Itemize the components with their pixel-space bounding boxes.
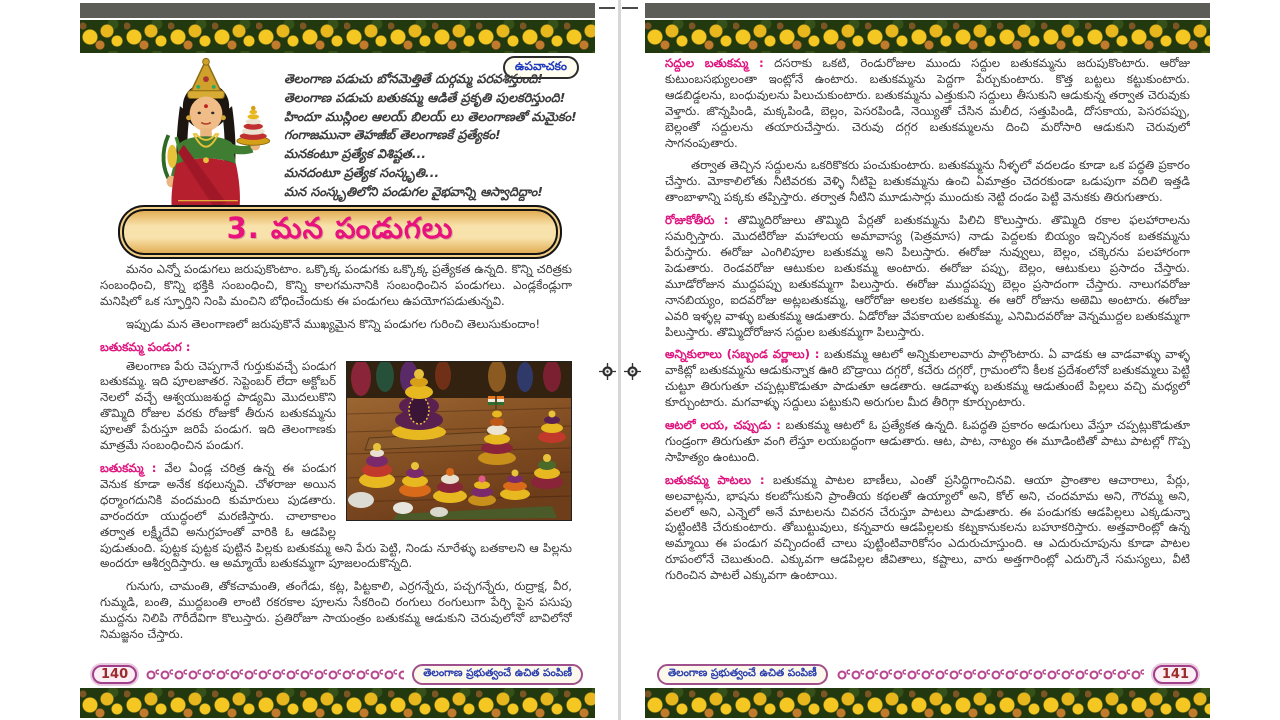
upavachakam-badge: ఉపవాచకం <box>503 56 579 79</box>
marigold-border-top <box>645 20 1210 53</box>
top-gray-bar <box>645 3 1210 20</box>
verse-line: తెలంగాణ పడుచు బతుకమ్మ ఆడితే ప్రకృతి పులకరిస్తుంది! <box>284 89 566 105</box>
verse-line: తెలంగాణ పడుచు బోనమెత్తితే దుర్గమ్మ పరవశిస్తుంది! <box>284 71 544 86</box>
right-page-body <box>665 56 1190 658</box>
opening-verses <box>284 70 580 204</box>
paragraph-text: దసరాకు ఒకటి, రెండురోజుల ముందు సద్దుల బతుకమ్మను జరుపుకొంటారు. ఆరోజు కుటుంబసభ్యులంతా ఇంట్లోనే ఉంటారు. బతుకమ్మను పెద్దగా పేర్చుకుంటారు. కొత్త బట్టలు కట్టుకుంటారు. ఆడబిడ్డలను, బంధువులను పిలుచుకుంటారు. బతుకమ్మను ఎత్తుకుని సద్దులు తీసుకుని ఆడుకున్న తర్వాత చెరువుకు వెళ్తారు. జొన్నపిండి, మక్కపిండి, బెల్లం, పెసరపిండి, నెయ్యితో చేసిన మలీద, సత్తుపిండి, దోసకాయ, పెసరపప్పు, బెల్లంతో సద్దులను తయారుచేస్తారు. చెరువు దగ్గర బతుకమ్మలను దించి మరోసారి ఆడుకుని చెరువులో సాగనంపుతారు. <box>665 56 1190 150</box>
inline-heading: అన్నికులాలు (సబ్బండ వర్ణాలు) : <box>665 347 820 362</box>
right-page-footer <box>657 663 1198 685</box>
textbook-page-right <box>645 0 1210 720</box>
verse-line: మనకంటూ ప్రత్యేక విశిష్టత... <box>284 146 427 162</box>
body-paragraph <box>665 347 1190 411</box>
verse-line: హిందూ ముస్లింల ఆలయ్ బిలయ్ లు తెలంగాణతో మమైకం! <box>284 108 577 124</box>
intro-paragraph: ఇప్పుడు మన తెలంగాణలో జరుపుకొనే ముఖ్యమైన కొన్ని పండుగల గురించి తెలుసుకుందాం! <box>126 316 541 331</box>
paragraph-text: వేల ఏండ్ల చరిత్ర ఉన్న ఈ పండుగ వెనుక కూడా అనేక కథలున్నవి. చోళరాజు అయిన ధర్మాంగదునికి వందమంది కుమారులు పుడతారు. వారందరూ యుద్ధంలో మరణిస్తారు. చాలాకాలం తర్వాత లక్ష్మీదేవి అనుగ్రహంతో వారికి ఓ ఆడపిల్ల పుడుతుంది. పుట్టక పుట్టక పుట్టిన పిల్లకు బతుకమ్మ అని పేరు పెట్టి, నిండు నూరేళ్ళు బతకాలని ఆ పిల్లను అందరూ ఆశీర్వదిస్తారు. ఆ అమ్మాయే బతుకమ్మగా పూజలందుకొన్నది. <box>100 460 572 571</box>
bathukamma-festival-photo <box>346 361 572 521</box>
bathukamma-photo-graphic <box>347 362 571 520</box>
left-page-body <box>100 262 572 658</box>
registration-mark-icon <box>599 363 616 380</box>
body-paragraph <box>665 56 1190 151</box>
free-distribution-pill: తెలంగాణ ప్రభుత్వంచే ఉచిత పంపిణీ <box>412 664 583 685</box>
inline-heading: రోజుకోతీరు : <box>665 213 729 228</box>
body-paragraph <box>665 418 1190 466</box>
verse-line: మనదంటూ ప్రత్యేక సంస్కృతి... <box>284 164 440 180</box>
chapter-title-banner <box>118 205 562 259</box>
crop-mark <box>622 7 638 9</box>
marigold-border-top <box>80 20 595 53</box>
body-paragraph <box>665 213 1190 340</box>
marigold-border-bottom <box>645 688 1210 718</box>
paragraph-text: బతుకమ్మ పాటల బాణీలు, ఎంతో ప్రసిద్ధిగాంచినవి. ఆయా ప్రాంతాల ఆచారాలు, పేర్లు, అలవాట్లను, భాషను కలబోసుకుని ప్రాంతీయ కథలతో ఉయ్యాలో అని, కోల్ అని, చందమామ అని, గౌరమ్మ అని, వలలో అని, ఎన్నెలో అనే మాటలను చివరన చేరుస్తూ పాటలు పాడుతారు. ఈ పండుగకు ఆడపిల్లలు ఎక్కడున్నా పుట్టింటికి చేరుకుంటారు. తోబుట్టువులు, కన్నవారు ఆడపిల్లలకు కట్నకానుకలను బహూకరిస్తారు. అత్తవారింట్లో ఉన్న అమ్మాయి ఈ పండుగ వచ్చిందంటే చాలు పుట్టింటివారికోసం ఎదురుచూస్తుంది. ఆ ఎదురుచూపును కూడా పాటల రూపంలోనే చెబుతుంది. ఎక్కువగా ఆడపిల్లల జీవితాలు, కష్టాలు, వారు అత్తగారింట్లో ఎదుర్కొనే సమస్యలు, వీటి గురించిన పాటలే ఎక్కువగా ఉంటాయి. <box>665 472 1190 583</box>
paragraph-text: బతుకమ్మ ఆటలో అన్నికులాలవారు పాల్గొంటారు. ఏ వాడకు ఆ వాడవాళ్ళు వాళ్ళ వాకిట్లో బతుకమ్మను ఆడుకున్నాక ఊరి బొడ్రాయి దగ్గరో, కచేరు దగ్గరో, గ్రామంలోని కీలక ప్రదేశంలోనో బతుకమ్మలు పెట్టి చుట్టూ తిరుగుతూ చప్పట్లుకొడుతూ పాడుతూ ఆడతారు. ఆడవాళ్ళు బతుకమ్మ ఆడుతుంటే పిల్లలు వచ్చి మధ్యలో కూర్చుంటారు. మగవాళ్ళు సద్దులు పట్టుకుని అరుగుల మీద తీరిగ్గా కూర్చుంటారు. <box>665 347 1190 410</box>
registration-mark-icon <box>624 363 641 380</box>
swirl-divider <box>836 668 1145 681</box>
swirl-divider <box>145 668 404 681</box>
body-paragraph: తర్వాత తెచ్చిన సద్దులను ఒకరికొకరు పంచుకుంటారు. బతుకమ్మను నీళ్ళలో వదలడం కూడా ఒక పద్ధతి ప్రకారం చేస్తారు. మోకాలిలోతు నీటివరకు వెళ్ళి నీటిపై బతుకమ్మను ఉంచి ఏమాత్రం చెదరకుండా ఒడుపుగా వదిలి ఇత్తడి తాంబాళాన్ని పక్కకు తప్పిస్తారు. తర్వాత నీటిని మూడుసార్లు ముందుకు నెట్టి దండం పెట్టి వెనుకకు తిరుగుతారు. <box>665 158 1190 205</box>
chapter-title: 3. మన పండుగలు <box>226 211 454 245</box>
marigold-border-bottom <box>80 688 595 718</box>
verse-line: గంగాజమునా తెహజీబ్ తెలంగాణకే ప్రత్యేకం! <box>284 127 501 143</box>
inline-heading: ఆటలో లయ, చప్పుడు : <box>665 418 781 433</box>
verse-line: మన సంస్కృతిలోని పండుగల వైభవాన్ని ఆస్వాదిద్దాం! <box>284 183 544 199</box>
body-paragraph: గునుగు, చామంతి, తోకచామంతి, తంగేడు, కట్ల, పిట్టకాలి, ఎర్రగన్నేరు, పచ్చగన్నేరు, రుద్రాక్ష, వీర, గుమ్మడి, బంతి, ముద్దబంతి లాంటి రకరకాల పూలను సేకరించి రంగులు రంగులుగా పేర్చి పైన పసుపు ముద్దను నిలిపి గౌరీదేవిగా కొలుస్తారు. ప్రతిరోజూ సాయంత్రం బతుకమ్మ ఆడుకుని చెరువులోనో బావిలోనో నిమజ్జనం చేస్తారు. <box>100 579 572 642</box>
inline-heading: బతుకమ్మ : <box>100 460 157 475</box>
free-distribution-pill: తెలంగాణ ప్రభుత్వంచే ఉచిత పంపిణీ <box>657 664 828 685</box>
goddess-bathukamma-illustration <box>130 56 282 220</box>
paragraph-text: తొమ్మిదిరోజులు తొమ్మిది పేర్లతో బతుకమ్మను పిలిచి కొలుస్తారు. తొమ్మిది రకాల ఫలహారాలను సమర్పిస్తారు. మొదటిరోజు మహాలయ అమావాస్య (పెత్రమాస) నాడు పెద్దలకు బియ్యం ఇచ్చినంక బతకమ్మను పేరుస్తారు. ఈరోజు ఎంగిలిపూల బతుకమ్మ అని పిలుస్తారు. ఈరోజు నువ్వులు, బెల్లం, చక్కెరను పలహారంగా పెడుతారు. రెండవరోజు ఆటుకుల బతుకమ్మ అంటారు. ఈరోజు పప్పు, బెల్లం, ఆటుకులు ప్రసాదం చేస్తారు. మూడోరోజున ముద్దపప్పు బతుకమ్మగా పిలుస్తారు. ఈరోజు ముద్దపప్పు బెల్లం ప్రసాదంగా చేస్తారు. నాలుగవరోజు నానబియ్యం, ఐదవరోజు అట్లబతుకమ్మ, ఆరోరోజు అలకల బతకమ్మ. ఈ ఆరో రోజును అఱెమి అంటారు. ఈరోజు ఎవరి ఇళ్ళల్ల వాళ్ళు బతుకమ్మ ఆడుతారు. ఏడోరోజు వేపకాయల బతుకమ్మ, ఎనిమిదవరోజు వెన్నముద్దల బతుకమ్మగా పిలుస్తారు. తొమ్మిదోరోజున సద్దుల బతుకమ్మగా పిలుస్తారు. <box>665 213 1190 339</box>
page-number-badge: 140 <box>92 665 137 684</box>
section-heading: బతుకమ్మ పండుగ : <box>100 339 191 354</box>
crop-mark <box>599 7 615 9</box>
top-gray-bar <box>80 3 595 20</box>
textbook-page-left <box>80 0 595 720</box>
body-paragraph <box>665 473 1190 584</box>
page-gutter-line <box>618 0 621 720</box>
inline-heading: సద్దుల బతుకమ్మ : <box>665 56 764 70</box>
page-number-badge: 141 <box>1153 665 1198 684</box>
paragraph-text: బతుకమ్మ ఆటలో ఓ ప్రత్యేకత ఉన్నది. ఓపద్ధతి ప్రకారం అడుగులు వేస్తూ చప్పట్లుకొడుతూ గుండ్రంగా తిరుగుతూ వంగి లేస్తూ లయబద్ధంగా ఆడుతారు. ఆట, పాట, నాట్యం ఈ మూడింటితో పాటు పాటల్లో గొప్ప సాహిత్యం ఉంటుంది. <box>665 418 1190 464</box>
inline-heading: బతుకమ్మ పాటలు : <box>665 472 765 487</box>
body-paragraph: తెలంగాణ పేరు చెప్పగానే గుర్తుకువచ్చే పండుగ బతుకమ్మ. ఇది పూలజాతర. సెప్టెంబర్ లేదా అక్టోబర్ నెలలో వచ్చే ఆశ్వయుజశుద్ధ పాడ్యమి మొదలుకొని తొమ్మిది రోజుల వరకు రోజుకో తీరున బతుకమ్మను పూలతో పేరుస్తూ జరిపే పండుగ. ఇది తెలంగాణకు మాత్రమే సంబంధించిన పండుగ. <box>100 358 336 453</box>
intro-paragraph: మనం ఎన్నో పండుగలు జరుపుకొంటాం. ఒక్కొక్క పండుగకు ఒక్కొక్క ప్రత్యేకత ఉన్నది. కొన్ని చరిత్రకు సంబంధించి, కొన్ని భక్తికి సంబంధించి, కొన్ని కాలగమనానికి సంబంధించిన పండుగలు. ఎండ్లకేండ్లుగా మనిషిలో ఒక స్ఫూర్తిని నింపి మంచిని బోధించేందుకు ఈ పండుగలు ఉపయోగపడుతున్నవి. <box>100 262 572 308</box>
left-page-footer <box>92 663 583 685</box>
